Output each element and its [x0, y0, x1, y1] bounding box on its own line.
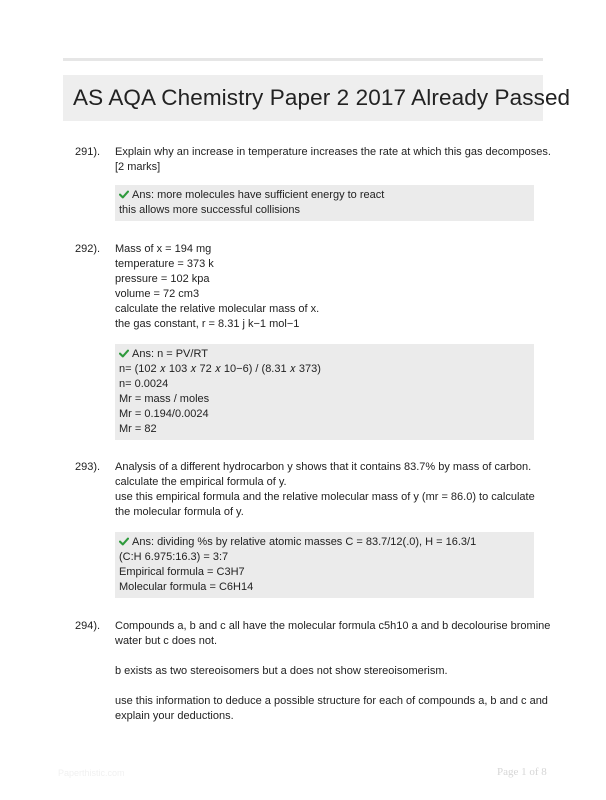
question-line: water but c does not. [115, 635, 218, 647]
question-line: temperature = 373 k [115, 258, 214, 270]
answer-line: this allows more successful collisions [119, 204, 300, 216]
question-body [115, 145, 551, 221]
answer-line: Ans: dividing %s by relative atomic masses C = 83.7/12(.0), H = 16.3/1 [132, 536, 477, 548]
question-line: Explain why an increase in temperature increases the rate at which this gas decomposes. [115, 146, 551, 158]
question-line: use this information to deduce a possible structure for each of compounds a, b and c and [115, 695, 548, 707]
answer-line: Empirical formula = C3H7 [119, 566, 245, 578]
answer-line: (C:H 6.975:16.3) = 3:7 [119, 551, 229, 563]
answer-line: n= 0.0024 [119, 378, 169, 390]
question-line: pressure = 102 kpa [115, 273, 210, 285]
answer-line: n= (102 𝑥 103 𝑥 72 𝑥 10−6) / (8.31 𝑥 373) [119, 363, 321, 375]
answer-line: Ans: more molecules have sufficient energy to react [132, 189, 385, 201]
question-line: [2 marks] [115, 161, 161, 173]
answer-box [115, 532, 534, 598]
question-line: the gas constant, r = 8.31 j k−1 mol−1 [115, 318, 300, 330]
page-number: Page 1 of 8 [497, 766, 547, 778]
question-line: explain your deductions. [115, 710, 234, 722]
blank-line [115, 679, 540, 694]
answer-line: Mr = mass / moles [119, 393, 210, 405]
blank-line [115, 649, 540, 664]
check-icon [119, 349, 129, 358]
top-divider [63, 58, 543, 61]
answer-box [115, 185, 534, 221]
question-line: Mass of x = 194 mg [115, 243, 212, 255]
question-line: Compounds a, b and c all have the molecular formula c5h10 a and b decolourise bromine [115, 620, 551, 632]
question-body [115, 460, 540, 598]
question-body [115, 242, 540, 440]
answer-line: Mr = 82 [119, 423, 157, 435]
question-number: 292). [75, 243, 101, 255]
question-number: 291). [75, 146, 101, 158]
question-line: calculate the empirical formula of y. [115, 476, 287, 488]
question-line: Analysis of a different hydrocarbon y shows that it contains 83.7% by mass of carbon. [115, 461, 532, 473]
question-line: calculate the relative molecular mass of x. [115, 303, 320, 315]
question-line: b exists as two stereoisomers but a does not show stereoisomerism. [115, 665, 448, 677]
title-banner [63, 75, 571, 121]
question-line: use this empirical formula and the relative molecular mass of y (mr = 86.0) to calculate [115, 491, 535, 503]
question-number: 294). [75, 620, 101, 632]
check-icon [119, 190, 129, 199]
question-body [115, 619, 551, 724]
page-title: AS AQA Chemistry Paper 2 2017 Already Passed [73, 85, 571, 110]
answer-line: Mr = 0.194/0.0024 [119, 408, 209, 420]
answer-line: Ans: n = PV/RT [132, 348, 208, 360]
answer-box [115, 344, 534, 440]
answer-line: Molecular formula = C6H14 [119, 581, 254, 593]
question-number: 293). [75, 461, 101, 473]
site-watermark: Paperthistic.com [58, 768, 125, 778]
question-line: volume = 72 cm3 [115, 288, 200, 300]
question-line: the molecular formula of y. [115, 506, 244, 518]
check-icon [119, 537, 129, 546]
